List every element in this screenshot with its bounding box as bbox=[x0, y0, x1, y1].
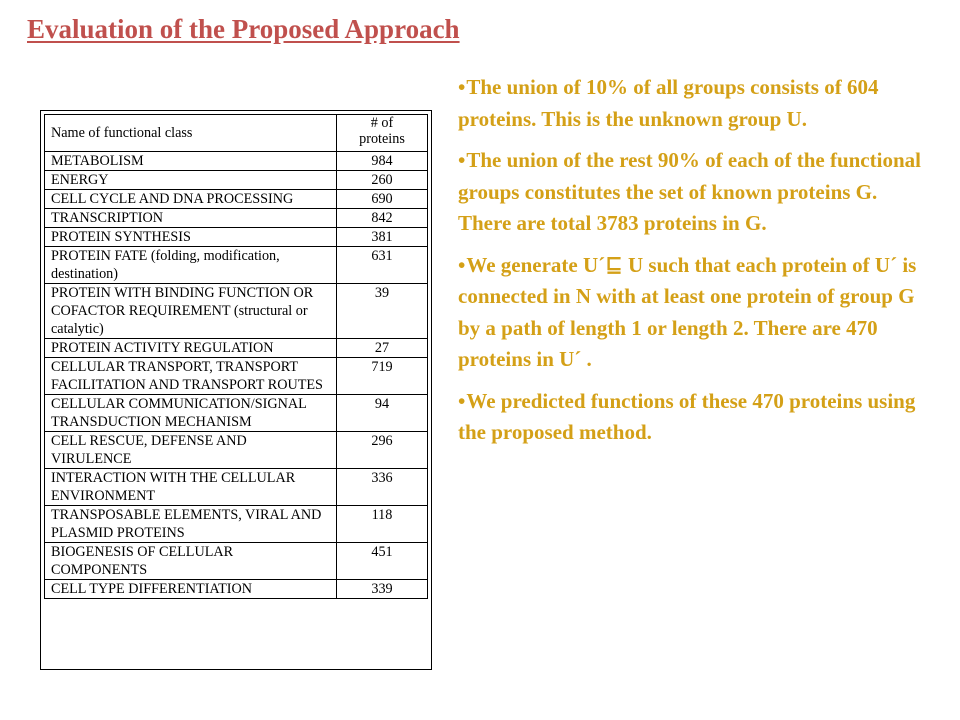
functional-class-name: TRANSPOSABLE ELEMENTS, VIRAL AND PLASMID PROTEINS bbox=[45, 506, 337, 543]
protein-count: 27 bbox=[337, 339, 428, 358]
table-row bbox=[45, 209, 428, 228]
bullet-item bbox=[458, 250, 928, 376]
bullet-list bbox=[458, 72, 928, 459]
header-number-of-proteins bbox=[337, 115, 428, 152]
protein-count: 451 bbox=[337, 543, 428, 580]
header-name-of-functional-class: Name of functional class bbox=[45, 115, 337, 152]
functional-class-name: CELLULAR TRANSPORT, TRANSPORT FACILITATION AND TRANSPORT ROUTES bbox=[45, 358, 337, 395]
table-row bbox=[45, 395, 428, 432]
functional-class-table bbox=[44, 114, 428, 599]
functional-class-name: METABOLISM bbox=[45, 152, 337, 171]
table-row bbox=[45, 358, 428, 395]
slide-title: Evaluation of the Proposed Approach bbox=[27, 14, 460, 44]
protein-count: 339 bbox=[337, 580, 428, 599]
functional-class-name: CELLULAR COMMUNICATION/SIGNAL TRANSDUCTION MECHANISM bbox=[45, 395, 337, 432]
protein-count: 296 bbox=[337, 432, 428, 469]
protein-count: 381 bbox=[337, 228, 428, 247]
functional-class-name: PROTEIN ACTIVITY REGULATION bbox=[45, 339, 337, 358]
protein-count: 842 bbox=[337, 209, 428, 228]
functional-class-name: PROTEIN WITH BINDING FUNCTION OR COFACTOR REQUIREMENT (structural or catalytic) bbox=[45, 284, 337, 339]
bullet-text: The union of 10% of all groups consists of 604 proteins. This is the unknown group U. bbox=[458, 75, 879, 131]
protein-count: 631 bbox=[337, 247, 428, 284]
table-row bbox=[45, 339, 428, 358]
functional-class-name: CELL RESCUE, DEFENSE AND VIRULENCE bbox=[45, 432, 337, 469]
functional-class-name: BIOGENESIS OF CELLULAR COMPONENTS bbox=[45, 543, 337, 580]
table-header-row bbox=[45, 115, 428, 152]
bullet-text: The union of the rest 90% of each of the functional groups constitutes the set of known proteins G. There are total 3783 proteins in G. bbox=[458, 148, 921, 235]
functional-class-name: ENERGY bbox=[45, 171, 337, 190]
table-row bbox=[45, 506, 428, 543]
protein-count: 719 bbox=[337, 358, 428, 395]
functional-class-name: TRANSCRIPTION bbox=[45, 209, 337, 228]
protein-count: 690 bbox=[337, 190, 428, 209]
bullet-item bbox=[458, 72, 928, 135]
protein-count: 118 bbox=[337, 506, 428, 543]
protein-count: 260 bbox=[337, 171, 428, 190]
bullet-item bbox=[458, 386, 928, 449]
table-row bbox=[45, 432, 428, 469]
table-row bbox=[45, 580, 428, 599]
functional-class-name: CELL CYCLE AND DNA PROCESSING bbox=[45, 190, 337, 209]
protein-count: 984 bbox=[337, 152, 428, 171]
table-row bbox=[45, 543, 428, 580]
functional-class-name: CELL TYPE DIFFERENTIATION bbox=[45, 580, 337, 599]
bullet-dot-icon: • bbox=[458, 388, 466, 413]
protein-count: 94 bbox=[337, 395, 428, 432]
protein-count: 336 bbox=[337, 469, 428, 506]
bullet-item bbox=[458, 145, 928, 240]
bullet-dot-icon: • bbox=[458, 75, 466, 99]
table-row bbox=[45, 284, 428, 339]
table-row bbox=[45, 469, 428, 506]
table-row bbox=[45, 171, 428, 190]
bullet-text: We generate U´⊑ U such that each protein of U´ is connected in N with at least one protein of group G by a path of length 1 or length 2. There are 470 proteins in U´ . bbox=[458, 252, 917, 371]
table-row bbox=[45, 247, 428, 284]
functional-class-table-frame bbox=[40, 110, 432, 670]
bullet-text: We predicted functions of these 470 proteins using the proposed method. bbox=[458, 388, 916, 444]
bullet-dot-icon: • bbox=[458, 148, 466, 172]
functional-class-name: PROTEIN FATE (folding, modification, destination) bbox=[45, 247, 337, 284]
table-row bbox=[45, 228, 428, 247]
functional-class-name: PROTEIN SYNTHESIS bbox=[45, 228, 337, 247]
table-row bbox=[45, 152, 428, 171]
functional-class-name: INTERACTION WITH THE CELLULAR ENVIRONMENT bbox=[45, 469, 337, 506]
table-body bbox=[45, 152, 428, 599]
header-count-line1: # of bbox=[370, 115, 394, 131]
table-row bbox=[45, 190, 428, 209]
header-count-line2: proteins bbox=[359, 131, 405, 147]
protein-count: 39 bbox=[337, 284, 428, 339]
bullet-dot-icon: • bbox=[458, 252, 466, 277]
